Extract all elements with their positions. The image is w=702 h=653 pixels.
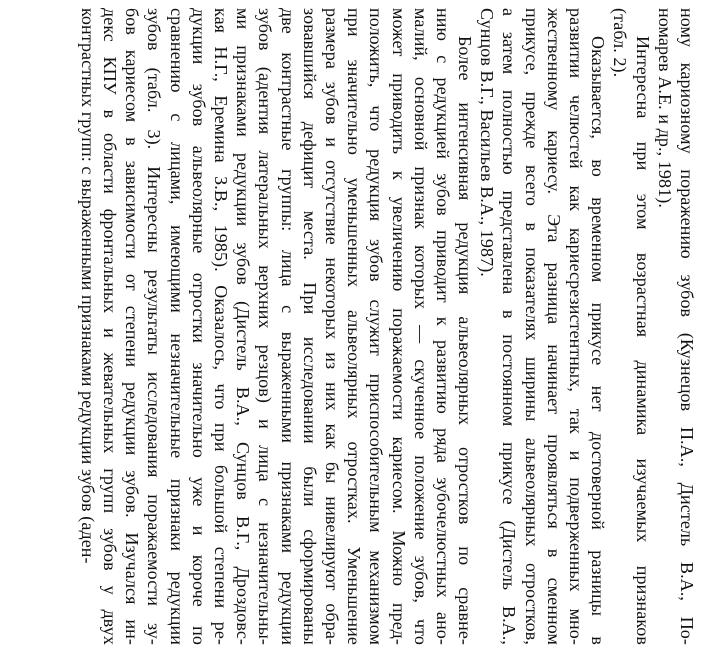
- text-line: жественному кариесу. Эта разница начинает проявляться в сменном: [543, 8, 564, 645]
- text-line: Интересна при этом возрастная динамика изучаемых признаков: [632, 36, 653, 645]
- text-line: положить, что редукция зубов служит приспособительным механизмом: [366, 8, 387, 645]
- paragraph: [77, 8, 476, 645]
- paragraph: [476, 8, 609, 645]
- text-line: дукции зубов альвеолярные отростки значительно уже и короче по: [188, 8, 209, 645]
- text-line: сравнению с лицами, имеющими незначительные признаки редукции: [166, 8, 187, 645]
- text-line: Более интенсивная редукция альвеолярных отростков по сравне-: [455, 36, 476, 645]
- text-line: зубов (адентия латеральных верхних резцов) и лица с незначительны-: [255, 8, 276, 645]
- text-line: а затем полностью представлена в постоянном прикусе (Дистель В.А.,: [499, 8, 520, 645]
- text-line: две контрастные группы: лица с выраженными признаками редукции: [277, 8, 298, 645]
- text-line: контрастных групп: с выраженными признаками редукции зубов (аден-: [77, 8, 98, 564]
- text-line: прикусе, прежде всего в показателях ширины альвеолярных отростков,: [521, 8, 542, 645]
- text-line: зовавшийся дефицит места. При исследовании были сформированы: [299, 8, 320, 645]
- text-line: зубов (табл. 3). Интересны результаты исследования поражаемости зу-: [144, 8, 165, 645]
- text-line: ному кариозному поражению зубов (Кузнецов П.А., Дистель В.А., По-: [677, 8, 697, 645]
- text-line: развитии челюстей как кариесрезистентных, так и подверженных мно-: [566, 8, 587, 645]
- text-line: при значительно уменьшенных альвеолярных отростках. Уменьшение: [344, 8, 365, 645]
- text-line: может приводить к увеличению поражаемости кариесом. Можно пред-: [388, 8, 409, 645]
- text-line: ми признаками редукции зубов (Дистель В.А., Сунцов В.Г., Дроздовс-: [233, 8, 254, 645]
- text-line: малий, основной признак которых — скученное положение зубов, что: [410, 8, 431, 645]
- text-line: (табл. 2).: [610, 8, 631, 78]
- text-line: бов кариесом в зависимости от степени редукции зубов. Изучался ин-: [122, 8, 143, 645]
- text-line: Оказывается, во временном прикусе нет достоверной разницы в: [588, 36, 609, 645]
- text-line: декс КПУ в области фронтальных и жевательных групп зубов у двух: [100, 8, 121, 645]
- paragraph: [609, 8, 653, 645]
- text-line: кая Н.Г., Еремина З.В., 1985). Оказалось, что при большой степени ре-: [211, 8, 232, 645]
- paragraph: [654, 8, 698, 645]
- text-line: нию с редукцией зубов приводит к развитию ряда зубочелюстных ано-: [432, 8, 453, 645]
- text-line: номарев А.Е. и др., 1981).: [654, 8, 675, 208]
- text-line: размера зубов и отсутствие некоторых из них как бы нивелируют обра-: [322, 8, 342, 645]
- text-line: Сунцов В.Г., Васильев В.А., 1987).: [477, 8, 498, 277]
